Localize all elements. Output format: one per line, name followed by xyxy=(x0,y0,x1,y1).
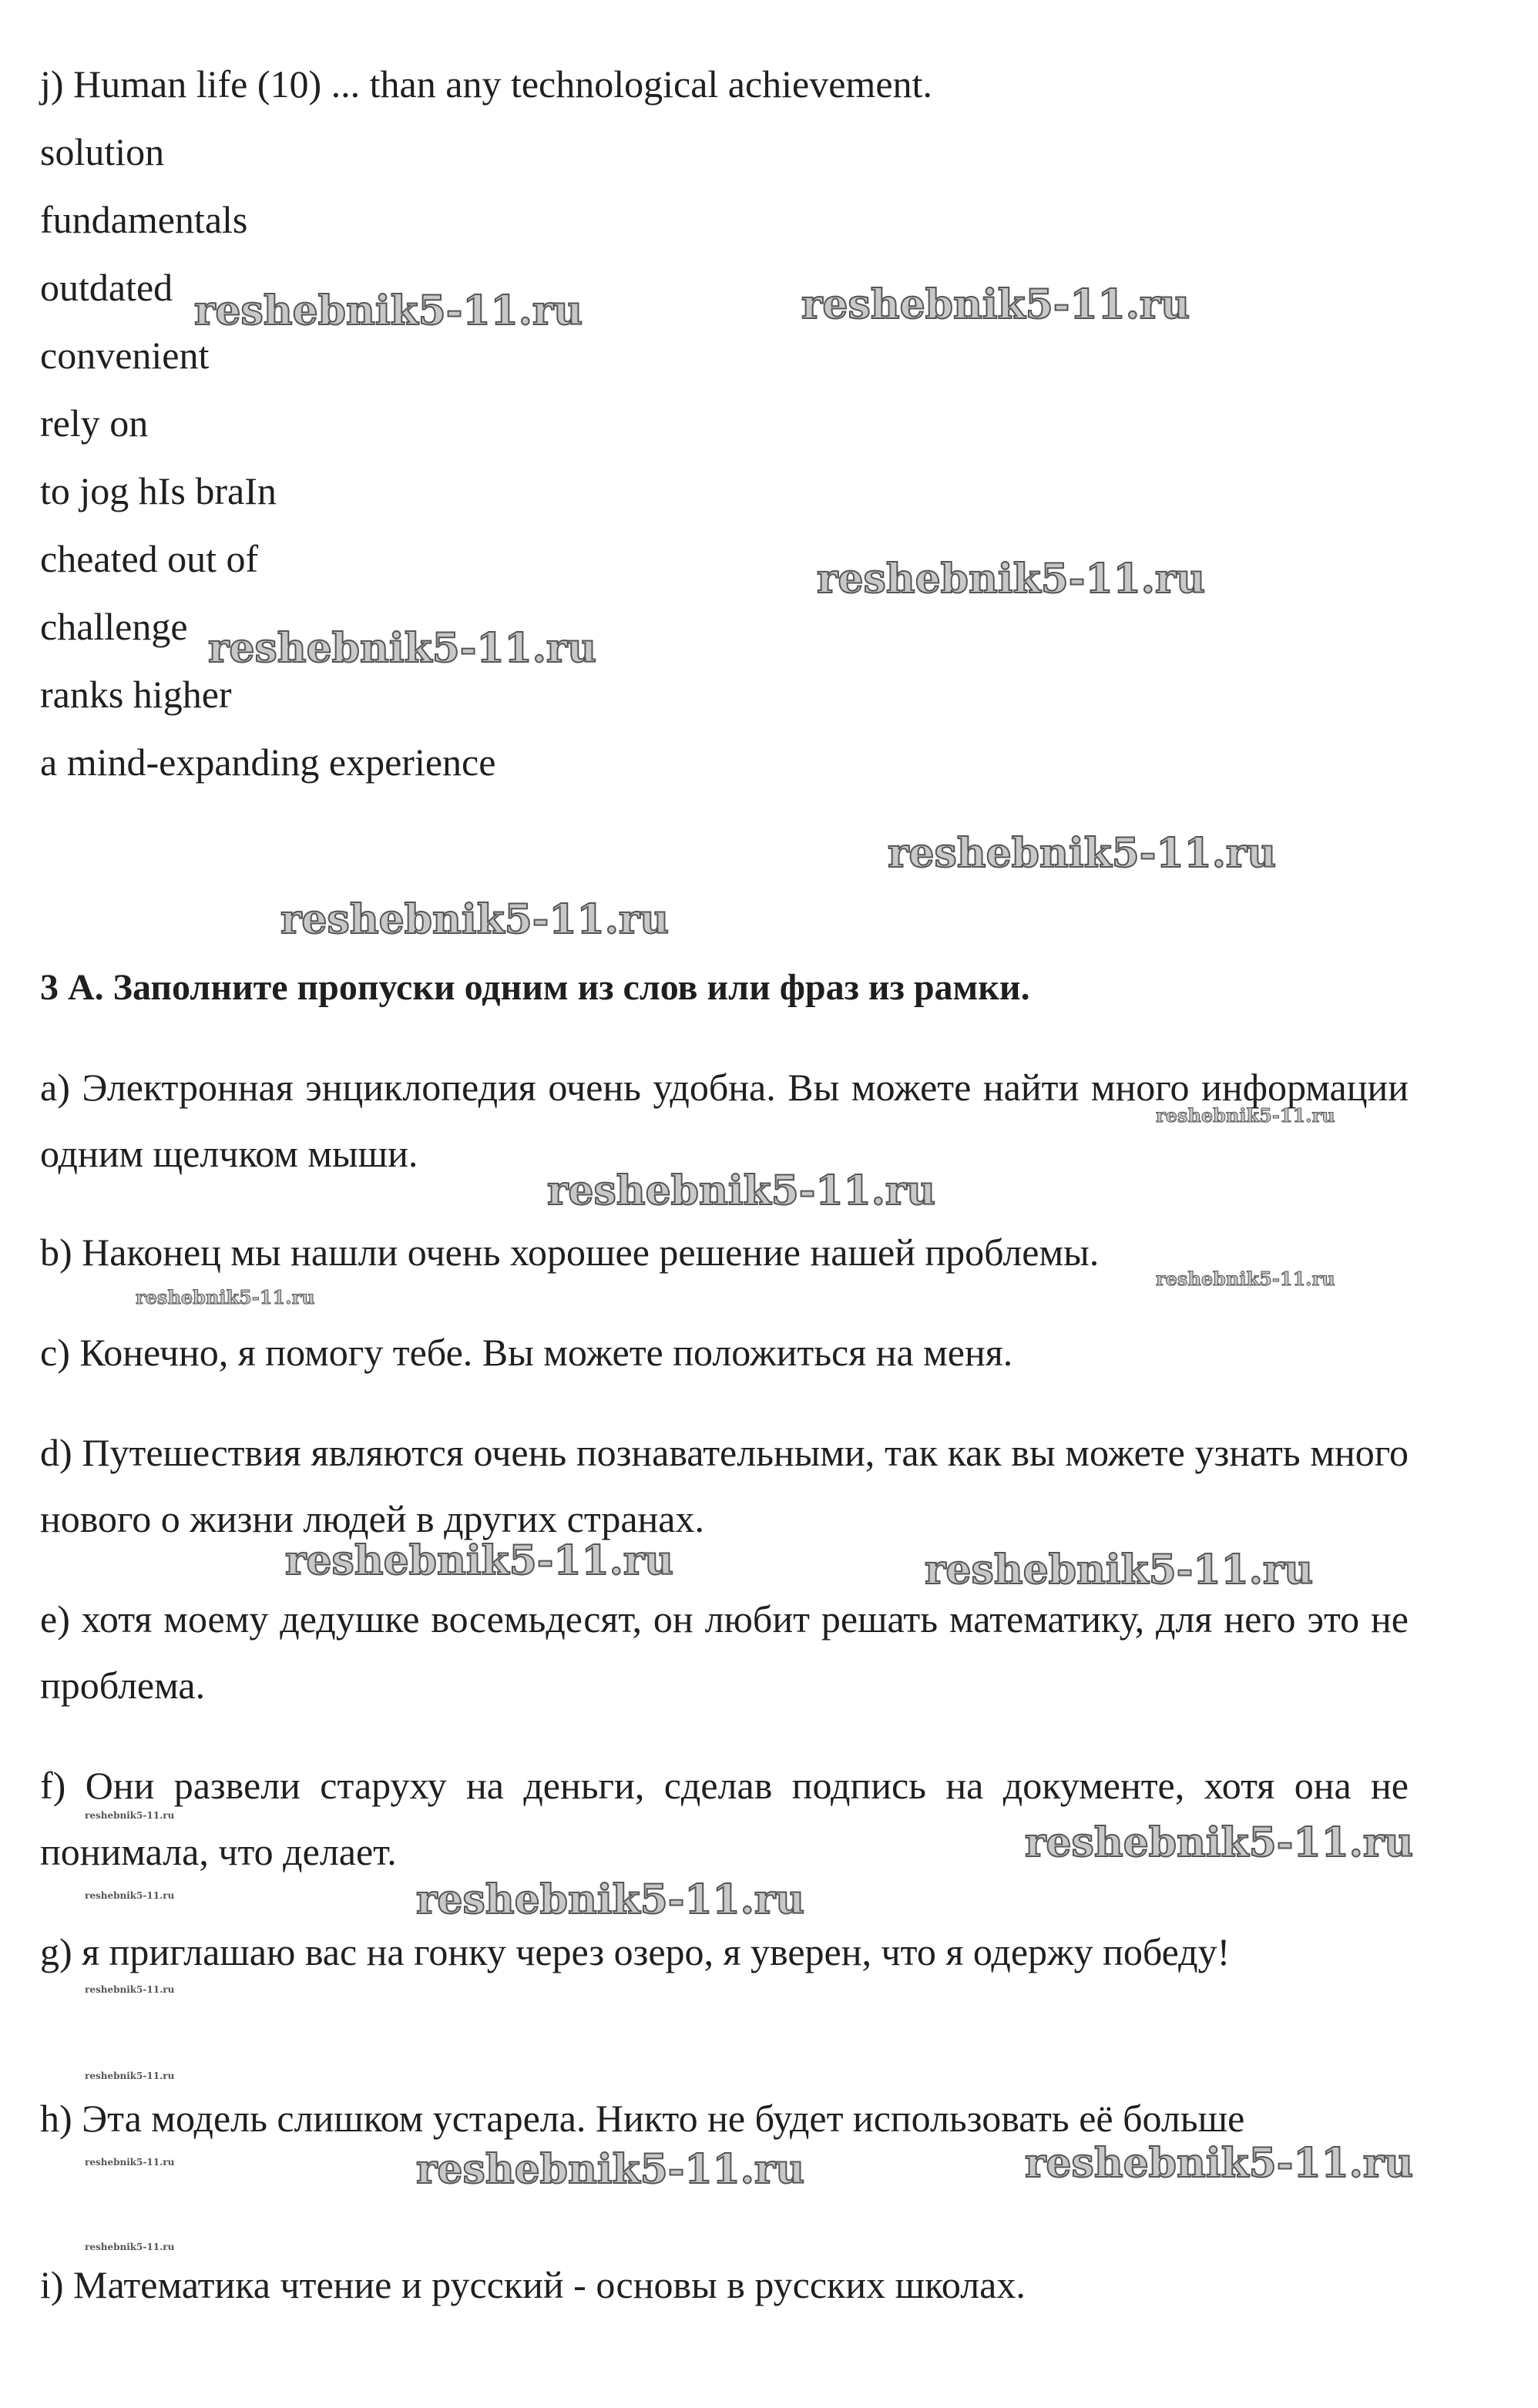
watermark: reshebnik5-11.ru xyxy=(888,830,1277,877)
exercise-item-c: c) Конечно, я помогу тебе. Вы можете положиться на меня. xyxy=(40,1331,1013,1374)
word-list-item: challenge xyxy=(40,605,188,648)
word-list-item: fundamentals xyxy=(40,198,248,241)
watermark: reshebnik5-11.ru xyxy=(280,896,670,943)
watermark: reshebnik5-11.ru xyxy=(416,2146,805,2193)
watermark: reshebnik5-11.ru xyxy=(85,1890,175,1901)
exercise-item-g: g) я приглашаю вас на гонку через озеро, я уверен, что я одержу победу! xyxy=(40,1930,1231,1973)
watermark: reshebnik5-11.ru xyxy=(416,1876,805,1923)
watermark: reshebnik5-11.ru xyxy=(801,281,1190,328)
watermark: reshebnik5-11.ru xyxy=(285,1537,674,1584)
word-list-item: to jog hIs braIn xyxy=(40,469,277,512)
word-list-item: rely on xyxy=(40,401,149,445)
word-list-item: outdated xyxy=(40,266,173,309)
word-list-item: ranks higher xyxy=(40,673,232,716)
watermark: reshebnik5-11.ru xyxy=(547,1167,936,1214)
watermark: reshebnik5-11.ru xyxy=(85,2070,175,2081)
word-list-item: a mind-expanding experience xyxy=(40,741,496,784)
exercise-item-a: a) Электронная энциклопедия очень удобна. Вы можете найти много информации одним щелчком мыши. xyxy=(40,1066,1409,1175)
watermark: reshebnik5-11.ru xyxy=(1156,1104,1335,1127)
exercise-j-sentence: j) Human life (10) ... than any technological achievement. xyxy=(40,62,932,106)
watermark: reshebnik5-11.ru xyxy=(1025,1819,1414,1866)
word-list-item: convenient xyxy=(40,334,210,377)
watermark: reshebnik5-11.ru xyxy=(85,2242,175,2252)
word-list-item: solution xyxy=(40,130,165,173)
watermark: reshebnik5-11.ru xyxy=(85,1984,175,1995)
watermark: reshebnik5-11.ru xyxy=(208,625,597,672)
exercise-item-h: h) Эта модель слишком устарела. Никто не будет использовать её больше xyxy=(40,2097,1245,2140)
exercise-item-d: d) Путешествия являются очень познавательными, так как вы можете узнать много нового о жизни людей в других странах. xyxy=(40,1431,1409,1540)
watermark: reshebnik5-11.ru xyxy=(1025,2140,1414,2187)
exercise-item-i: i) Математика чтение и русский - основы в русских школах. xyxy=(40,2263,1026,2306)
exercise-item-f: f) Они развели старуху на деньги, сделав подпись на документе, хотя она не понимала, что делает. xyxy=(40,1764,1409,1873)
watermark: reshebnik5-11.ru xyxy=(85,2157,175,2168)
watermark: reshebnik5-11.ru xyxy=(925,1547,1314,1594)
watermark: reshebnik5-11.ru xyxy=(85,1810,175,1821)
watermark: reshebnik5-11.ru xyxy=(136,1286,315,1308)
watermark: reshebnik5-11.ru xyxy=(817,556,1206,603)
exercise-item-e: e) хотя моему дедушке восемьдесят, он любит решать математику, для него это не проблема. xyxy=(40,1597,1409,1707)
word-list-item: cheated out of xyxy=(40,537,259,580)
watermark: reshebnik5-11.ru xyxy=(194,287,583,334)
exercise-title: 3 А. Заполните пропуски одним из слов или фраз из рамки. xyxy=(40,967,1030,1008)
exercise-item-b: b) Наконец мы нашли очень хорошее решение нашей проблемы. xyxy=(40,1231,1100,1274)
watermark: reshebnik5-11.ru xyxy=(1156,1268,1335,1290)
